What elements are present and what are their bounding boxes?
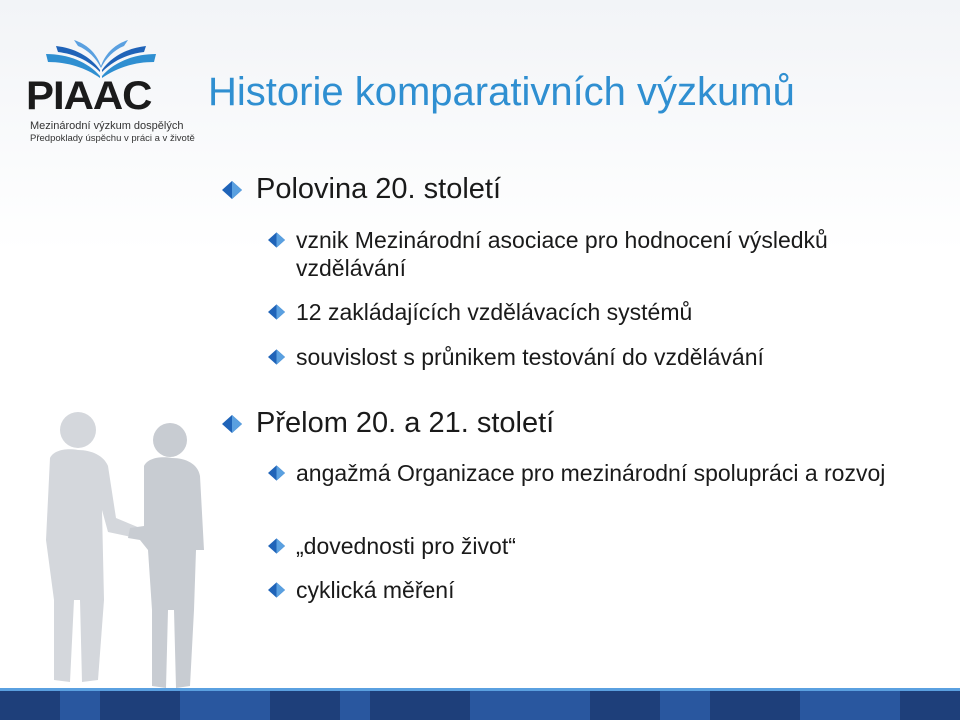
diamond-arrow-icon	[268, 349, 285, 365]
bullet-text: cyklická měření	[296, 577, 455, 603]
footer-band	[0, 688, 960, 720]
diamond-arrow-icon	[222, 415, 242, 433]
bullet-text: Přelom 20. a 21. století	[256, 407, 555, 439]
logo-subtitle-2: Předpoklady úspěchu v práci a v životě	[30, 133, 195, 144]
footer-stripe	[340, 688, 370, 720]
bullet-text: „dovednosti pro život“	[296, 533, 516, 559]
footer-stripe	[660, 688, 710, 720]
bullet-text: Polovina 20. století	[256, 173, 502, 205]
bullet-text: souvislost s průnikem testování do vzdělávání	[296, 344, 764, 370]
diamond-arrow-icon	[268, 304, 285, 320]
footer-stripe	[60, 688, 100, 720]
bullet-text: vznik Mezinárodní asociace pro hodnocení výsledků vzdělávání	[296, 227, 828, 281]
diamond-arrow-icon	[268, 232, 285, 248]
logo-wordmark: PIAAC	[26, 74, 152, 118]
diamond-arrow-icon	[268, 465, 285, 481]
diamond-arrow-icon	[222, 181, 242, 199]
logo-subtitle-1: Mezinárodní výzkum dospělých	[30, 120, 184, 132]
footer-stripe	[470, 688, 590, 720]
footer-stripe	[800, 688, 900, 720]
bullet-text: angažmá Organizace pro mezinárodní spolupráci a rozvoj	[296, 460, 886, 486]
slide-title: Historie komparativních výzkumů	[208, 70, 795, 114]
bullet-text: 12 zakládajících vzdělávacích systémů	[296, 299, 693, 325]
diamond-arrow-icon	[268, 538, 285, 554]
footer-stripe	[180, 688, 270, 720]
footer-top-line	[0, 688, 960, 691]
diamond-arrow-icon	[268, 582, 285, 598]
